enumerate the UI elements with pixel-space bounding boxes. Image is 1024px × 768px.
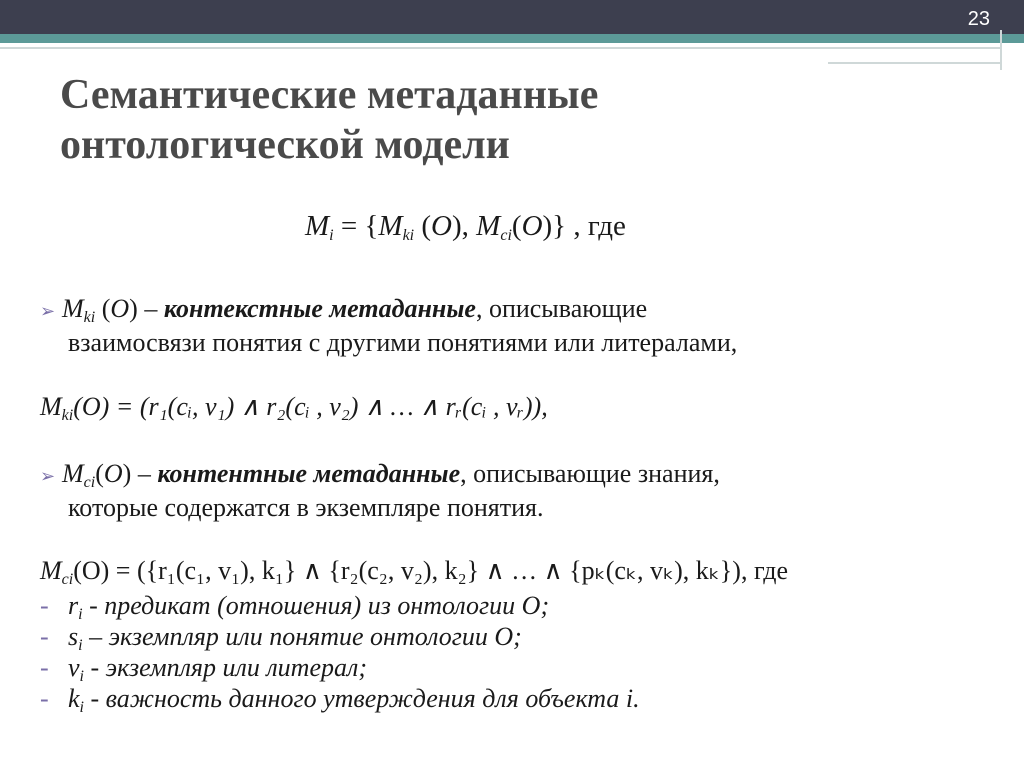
title-line-2: онтологической модели bbox=[60, 122, 510, 168]
arrow-bullet-icon: ➢ bbox=[40, 466, 56, 486]
bullet-context-metadata: ➢ $M_{ki}$ (O) – контекстные метаданные, описывающие взаимосвязи понятия с другими понятиями или литералами, bbox=[40, 294, 738, 357]
definition-item: - $k_i$ - важность данного утверждения для объекта i. bbox=[40, 684, 640, 716]
definitions-list bbox=[40, 590, 1000, 714]
term-context: контекстные метаданные bbox=[163, 294, 476, 323]
slide-number: 23 bbox=[967, 8, 990, 30]
slide-title bbox=[60, 70, 960, 170]
decor-line bbox=[0, 47, 1000, 49]
decor-line-vertical bbox=[1000, 30, 1002, 70]
header-bar bbox=[0, 0, 1024, 34]
formula-context: $M_{ki}(O)$ = (r₁(cᵢ, v₁) ∧ r₂(cᵢ , v₂) ∧ … ∧ rᵣ(cᵢ , vᵣ)), bbox=[40, 392, 548, 424]
title-line-1: Семантические метаданные bbox=[60, 72, 599, 118]
main-formula: $M_i = \{M_{ki}$ (O), $M_{ci}(O)$} , где bbox=[305, 210, 626, 244]
term-content: контентные метаданные bbox=[157, 459, 461, 488]
decor-line-short bbox=[828, 62, 1000, 64]
bullet-content-metadata: ➢ $M_{ci}(O)$ – контентные метаданные, описывающие знания, которые содержатся в экземпляре понятия. bbox=[40, 459, 720, 522]
formula-content: $M_{ci}(O) = (\{r_1(c_1$, v₁), k₁} ∧ {r₂(c₂, v₂), k₂} ∧ … ∧ {pₖ(cₖ, vₖ), kₖ}), где bbox=[40, 556, 789, 588]
accent-bar bbox=[0, 34, 1024, 43]
definition-item: - $v_i$ - экземпляр или литерал; bbox=[40, 653, 367, 685]
definition-item: - $s_i$ – экземпляр или понятие онтологии O; bbox=[40, 622, 522, 654]
definition-item: - $r_i$ - предикат (отношения) из онтологии O; bbox=[40, 591, 550, 623]
arrow-bullet-icon: ➢ bbox=[40, 301, 56, 321]
